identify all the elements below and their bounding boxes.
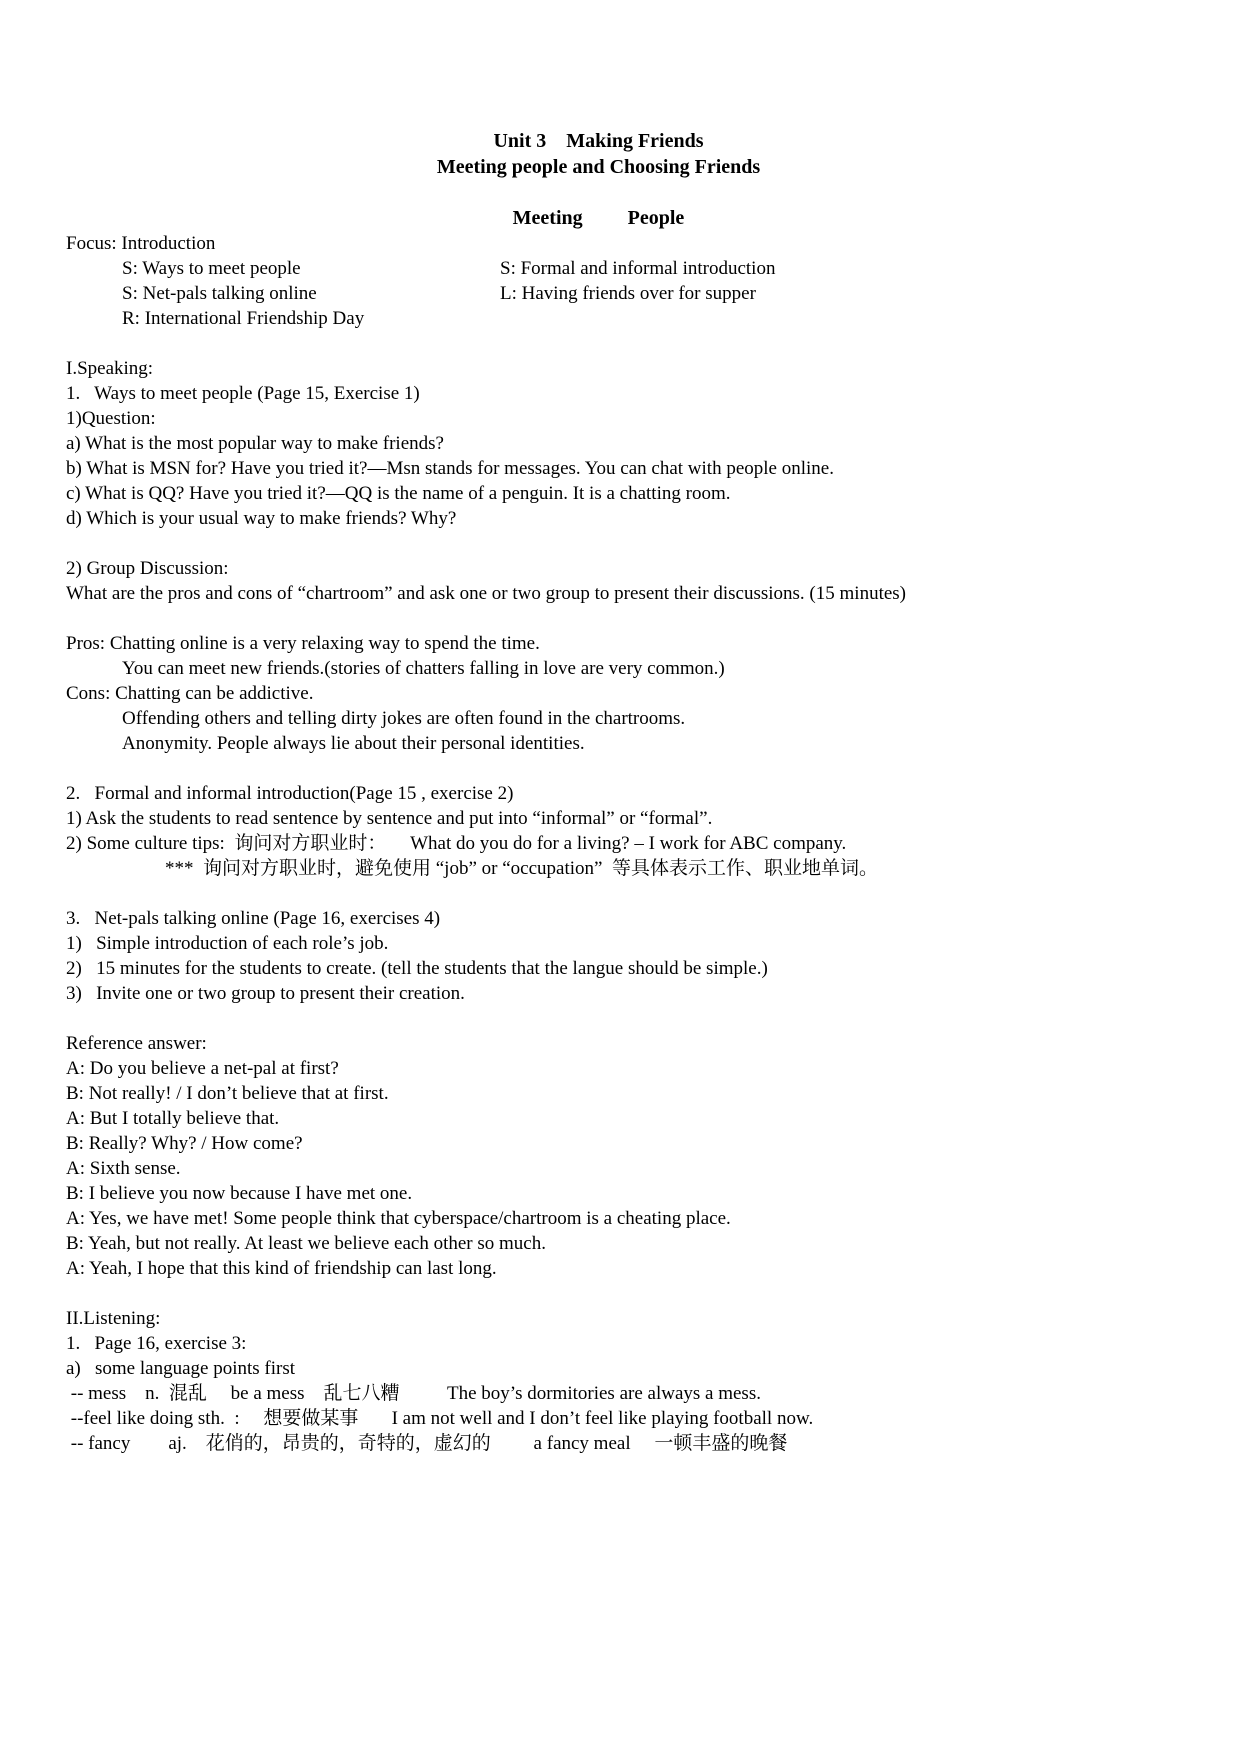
focus-item: S: Formal and informal introduction [500, 258, 776, 279]
spacer [66, 606, 1131, 631]
spacer [66, 881, 1131, 906]
cons-line: Cons: Chatting can be addictive. [66, 683, 314, 704]
focus-row [66, 256, 1131, 281]
dialogue-line: A: Sixth sense. [66, 1158, 181, 1179]
focus-item: S: Ways to meet people [122, 258, 301, 279]
activity3-step: 1) Simple introduction of each role’s job. [66, 933, 389, 954]
speaking-activity1: 1. Ways to meet people (Page 15, Exercise 1) [66, 383, 420, 404]
activity3-step: 3) Invite one or two group to present their creation. [66, 983, 465, 1004]
vocab-line: -- fancy aj. 花俏的，昂贵的，奇特的，虚幻的 a fancy meal 一顿丰盛的晚餐 [66, 1433, 788, 1454]
spacer [66, 180, 1131, 205]
focus-label: Focus: Introduction [66, 233, 216, 254]
focus-row [66, 306, 1131, 331]
focus-item: L: Having friends over for supper [500, 283, 756, 304]
doc-title: Unit 3 Making Friends [493, 130, 704, 152]
spacer [66, 331, 1131, 356]
dialogue-line: A: Do you believe a net-pal at first? [66, 1058, 339, 1079]
activity2-step: 2) Some culture tips: 询问对方职业时： What do you do for a living? – I work for ABC company. [66, 833, 847, 854]
speaking-heading: I.Speaking: [66, 358, 154, 379]
spacer [66, 756, 1131, 781]
question-line: b) What is MSN for? Have you tried it?—Msn stands for messages. You can chat with people online. [66, 458, 834, 479]
topic-heading-right: People [627, 207, 685, 229]
dialogue-line: A: But I totally believe that. [66, 1108, 280, 1129]
question-line: c) What is QQ? Have you tried it?—QQ is the name of a penguin. It is a chatting room. [66, 483, 731, 504]
listening-item: a) some language points first [66, 1358, 296, 1379]
reference-label: Reference answer: [66, 1033, 207, 1054]
question-line: d) Which is your usual way to make friends? Why? [66, 508, 457, 529]
focus-item: R: International Friendship Day [122, 308, 365, 329]
topic-heading-left: Meeting [512, 207, 583, 229]
dialogue-line: B: Yeah, but not really. At least we believe each other so much. [66, 1233, 546, 1254]
activity2-step: 1) Ask the students to read sentence by sentence and put into “informal” or “formal”. [66, 808, 713, 829]
dialogue-line: B: Not really! / I don’t believe that at first. [66, 1083, 389, 1104]
dialogue-line: B: Really? Why? / How come? [66, 1133, 303, 1154]
focus-item: S: Net-pals talking online [122, 283, 317, 304]
question-line: a) What is the most popular way to make friends? [66, 433, 444, 454]
question-label: 1)Question: [66, 408, 156, 429]
discussion-task: What are the pros and cons of “chartroom” and ask one or two group to present their discussions. (15 minutes) [66, 583, 906, 604]
spacer [66, 1281, 1131, 1306]
listening-item: 1. Page 16, exercise 3: [66, 1333, 247, 1354]
culture-note: *** 询问对方职业时，避免使用 “job” or “occupation” 等具体表示工作、职业地单词。 [165, 858, 878, 879]
pros-line: Pros: Chatting online is a very relaxing way to spend the time. [66, 633, 540, 654]
spacer [66, 531, 1131, 556]
pros-line: You can meet new friends.(stories of chatters falling in love are very common.) [122, 658, 725, 679]
cons-line: Anonymity. People always lie about their personal identities. [122, 733, 585, 754]
dialogue-line: A: Yes, we have met! Some people think that cyberspace/chartroom is a cheating place. [66, 1208, 731, 1229]
activity3-step: 2) 15 minutes for the students to create. (tell the students that the langue should be simple.) [66, 958, 768, 979]
discussion-label: 2) Group Discussion: [66, 558, 229, 579]
dialogue-line: B: I believe you now because I have met one. [66, 1183, 413, 1204]
speaking-activity2: 2. Formal and informal introduction(Page 15 , exercise 2) [66, 783, 514, 804]
vocab-line: --feel like doing sth. : 想要做某事 I am not well and I don’t feel like playing football now. [66, 1408, 814, 1429]
speaking-activity3: 3. Net-pals talking online (Page 16, exercises 4) [66, 908, 441, 929]
cons-line: Offending others and telling dirty jokes are often found in the chartrooms. [122, 708, 686, 729]
focus-row [66, 281, 1131, 306]
spacer [66, 1006, 1131, 1031]
topic-heading [66, 205, 1131, 231]
doc-subtitle: Meeting people and Choosing Friends [436, 156, 761, 178]
dialogue-line: A: Yeah, I hope that this kind of friendship can last long. [66, 1258, 497, 1279]
listening-heading: II.Listening: [66, 1308, 161, 1329]
vocab-line: -- mess n. 混乱 be a mess 乱七八糟 The boy’s dormitories are always a mess. [66, 1383, 761, 1404]
